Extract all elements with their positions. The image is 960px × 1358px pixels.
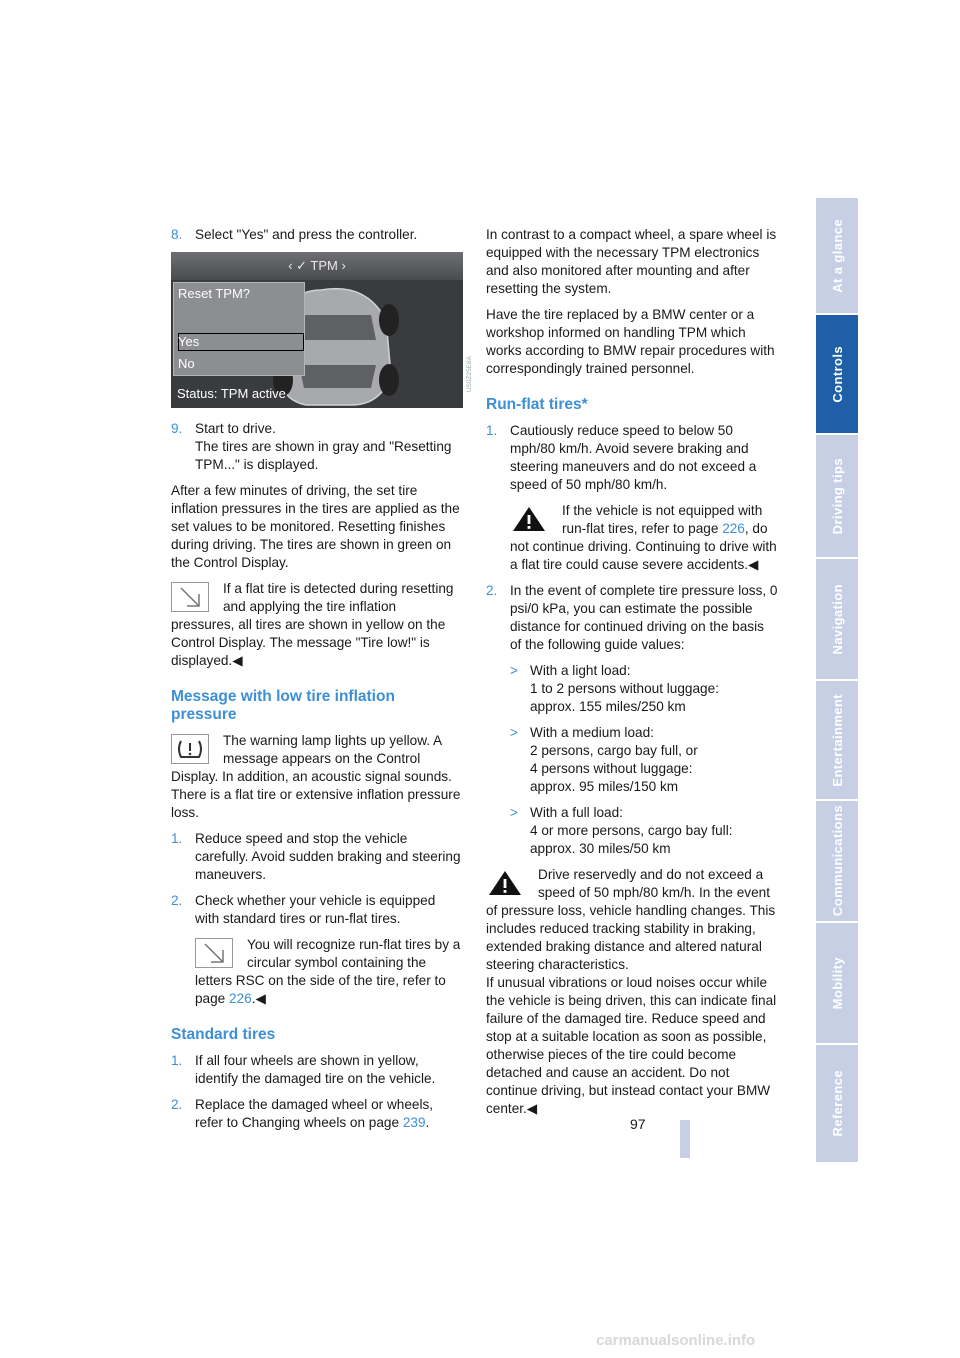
- reset-menu: [173, 282, 305, 376]
- list-item: > With a light load: 1 to 2 persons without luggage: approx. 155 miles/250 km: [510, 663, 719, 714]
- option-no[interactable]: No: [178, 356, 195, 371]
- page-marker-bar: [680, 1120, 690, 1158]
- note-arrow-icon: [171, 582, 209, 612]
- low-step-2: 2. Check whether your vehicle is equipped with standard tires or run-flat tires.: [171, 893, 436, 926]
- tab-entertainment[interactable]: Entertainment: [816, 681, 858, 801]
- tab-navigation[interactable]: Navigation: [816, 559, 858, 681]
- tire-warning-lamp-icon: [171, 734, 209, 764]
- load-guide-list: [510, 662, 778, 858]
- low-step-1: 1. Reduce speed and stop the vehicle carefully. Avoid sudden braking and steering maneuvers.: [171, 831, 461, 882]
- tab-reference[interactable]: Reference: [816, 1045, 858, 1164]
- resetting-paragraph: After a few minutes of driving, the set tire inflation pressures in the tires are applied as the set values to be monitored. Resetting finishes during driving. The tires are shown in green on the Control Display.: [171, 483, 460, 570]
- tab-controls[interactable]: Controls: [816, 315, 858, 435]
- warning-triangle-icon: [486, 868, 524, 898]
- page-number: 97: [630, 1116, 646, 1132]
- control-display-screenshot: [171, 252, 463, 408]
- section-tabs: [816, 198, 858, 1164]
- standard-step-1: 1. If all four wheels are shown in yellow, identify the damaged tire on the vehicle.: [171, 1053, 436, 1086]
- tab-mobility[interactable]: Mobility: [816, 923, 858, 1045]
- spare-wheel-paragraph: In contrast to a compact wheel, a spare wheel is equipped with the necessary TPM electronics and also monitored after mounting and after resetting the system.: [486, 227, 777, 296]
- note-flat-tire: If a flat tire is detected during resetting and applying the tire inflation pressures, all tires are shown in yellow on the Control Display. The message "Tire low!" is displayed.◀: [171, 581, 454, 668]
- note-run-flat-symbol: You will recognize run-flat tires by a circular symbol containing the letters RSC on the side of the tire, refer to page 226.◀: [195, 937, 461, 1006]
- tab-driving-tips[interactable]: Driving tips: [816, 435, 858, 559]
- standard-step-2: 2. Replace the damaged wheel or wheels, refer to Changing wheels on page 239.: [171, 1097, 434, 1130]
- heading-standard-tires: Standard tires: [171, 1026, 276, 1043]
- list-item: > With a full load: 4 or more persons, cargo bay full: approx. 30 miles/50 km: [510, 805, 733, 856]
- footer-watermark: carmanualsonline.info: [596, 1332, 756, 1349]
- menu-title: Reset TPM?: [178, 286, 251, 301]
- warning-no-runflat: If the vehicle is not equipped with run-flat tires, refer to page 226, do not continue driving. Continuing to drive with a flat tire could cause severe accidents.◀: [510, 503, 777, 572]
- runflat-step-1: 1. Cautiously reduce speed to below 50 mph/80 km/h. Avoid severe braking and steering maneuvers and do not exceed a speed of 50 mph/80 km/h.: [486, 423, 757, 492]
- warning-triangle-icon: [510, 504, 548, 534]
- warning-drive-reservedly: Drive reservedly and do not exceed a speed of 50 mph/80 km/h. In the event of pressure loss, vehicle handling changes. This includes reduced tracking stability in braking, extended braking distance and altered natural steering characteristics. If unusual vibrations or loud noises occur while the vehicle is being driven, this can indicate final failure of the damaged tire. Reduce speed and stop at a suitable location as soon as possible, otherwise pieces of the tire could become detached and cause an accident. Do not continue driving, but instead contact your BMW center.◀: [486, 867, 777, 1116]
- screen-title: ‹ ✓ TPM ›: [288, 258, 346, 273]
- warning-lamp-note: The warning lamp lights up yellow. A message appears on the Control Display. In addition, an acoustic signal sounds. There is a flat tire or extensive inflation pressure loss.: [171, 733, 461, 820]
- heading-low-pressure: Message with low tire inflation pressure: [171, 688, 395, 723]
- tab-communications[interactable]: Communications: [816, 801, 858, 923]
- page-link-226[interactable]: 226: [229, 991, 252, 1006]
- left-column: [171, 226, 463, 1140]
- page-link-239[interactable]: 239: [402, 1115, 426, 1130]
- tab-at-a-glance[interactable]: At a glance: [816, 198, 858, 315]
- option-yes[interactable]: Yes: [178, 334, 200, 349]
- step-8: 8. Select "Yes" and press the controller.: [171, 227, 418, 242]
- runflat-step-2: 2. In the event of complete tire pressure loss, 0 psi/0 kPa, you can estimate the possible distance for continued driving on the basis of the following guide values:: [486, 583, 778, 652]
- screen-status: Status: TPM active: [177, 386, 286, 401]
- tire-replacement-paragraph: Have the tire replaced by a BMW center or a workshop informed on handling TPM which works according to BMW repair procedures with correspondingly trained personnel.: [486, 307, 775, 376]
- step-9: 9. Start to drive. The tires are shown in gray and "Resetting TPM..." is displayed.: [171, 421, 452, 472]
- page-link-226[interactable]: 226: [722, 521, 745, 536]
- heading-run-flat: Run-flat tires*: [486, 396, 588, 413]
- right-column: [486, 226, 778, 1126]
- note-arrow-icon: [195, 938, 233, 968]
- image-code: US0Z25E8A: [466, 356, 473, 393]
- list-item: > With a medium load: 2 persons, cargo bay full, or 4 persons without luggage: approx. 95 miles/150 km: [510, 725, 698, 794]
